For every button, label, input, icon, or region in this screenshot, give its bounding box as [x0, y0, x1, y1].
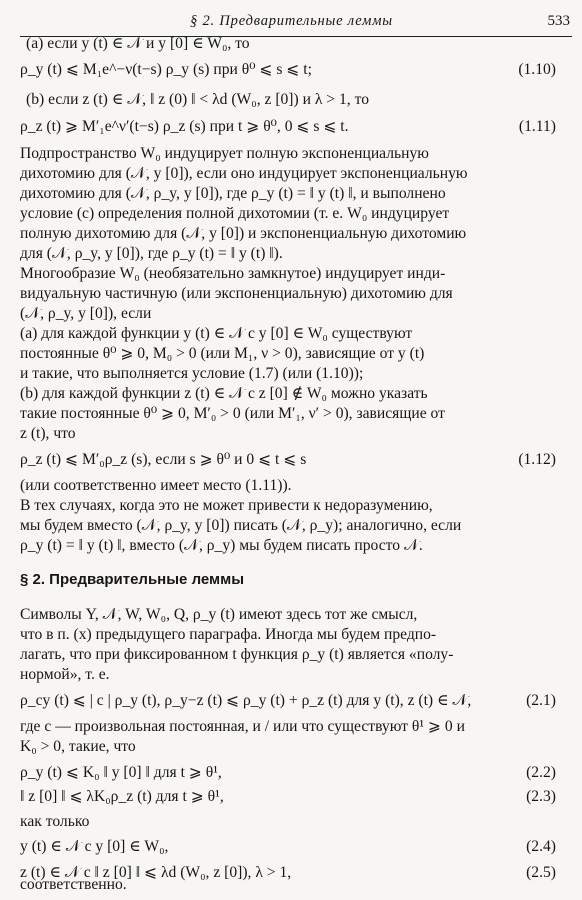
text-line: [26, 92, 574, 108]
line-text: z (t), что: [20, 425, 76, 442]
line-text: как только: [20, 813, 90, 830]
line-text: ρ_cy (t) ⩽ | c | ρ_y (t), ρ_y−z (t) ⩽ ρ_y (t) + ρ_z (t) для y (t), z (t) ∈ 𝒩,: [20, 692, 472, 709]
text-line: [20, 498, 568, 514]
line-text: Подпространство W₀ индуцирует полную экспоненциальную: [20, 145, 429, 162]
line-text: что в п. (x) предыдущего параграфа. Иногда мы будем предпо-: [20, 626, 437, 643]
line-text: (a) если y (t) ∈ 𝒩 и y [0] ∈ W₀, то: [26, 35, 250, 52]
line-text: постоянные θ⁰ ⩾ 0, M₀ > 0 (или M₁, ν > 0), зависящие от y (t): [20, 345, 425, 362]
text-line: [20, 518, 568, 534]
text-line: [20, 206, 568, 222]
text-line: [20, 346, 568, 362]
text-line: [20, 386, 568, 402]
line-text: ρ_z (t) ⩽ M′₀ρ_z (s), если s ⩾ θ⁰ и 0 ⩽ t ⩽ s: [20, 451, 307, 468]
text-line: [20, 814, 568, 830]
text-line: [20, 739, 568, 755]
line-text: ρ_z (t) ⩾ M′₁e^ν′(t−s) ρ_z (s) при t ⩾ θ⁰, 0 ⩽ s ⩽ t.: [20, 118, 349, 135]
text-line: [20, 719, 568, 735]
text-line: [20, 765, 568, 781]
text-line: [20, 286, 568, 302]
equation-number: (2.5): [526, 864, 556, 881]
line-text: § 2. Предварительные леммы: [20, 571, 245, 588]
equation-number: (1.11): [518, 118, 556, 135]
text-line: [20, 186, 568, 202]
text-line: [20, 226, 568, 242]
text-line: [20, 693, 568, 709]
text-line: [20, 452, 568, 468]
line-text: где c — произвольная постоянная, и / или что существуют θ¹ ⩾ 0 и: [20, 718, 465, 735]
line-text: y (t) ∈ 𝒩 с y [0] ∈ W₀,: [20, 838, 169, 855]
line-text: z (t) ∈ 𝒩 с ‖ z [0] ‖ ⩽ λd (W₀, z [0]), λ > 1,: [20, 864, 292, 881]
text-line: [20, 326, 568, 342]
text-line: [20, 62, 568, 78]
text-line: [20, 877, 568, 893]
line-text: для (𝒩, ρ_y, y [0]), где ρ_y (t) = ‖ y (t) ‖).: [20, 245, 283, 262]
section-heading: [20, 572, 568, 587]
equation-number: (1.10): [518, 61, 556, 78]
line-text: Многообразие W₀ (необязательно замкнутое) индуцирует инди-: [20, 265, 446, 282]
line-text: (b) для каждой функции z (t) ∈ 𝒩 с z [0] ∉ W₀ можно указать: [20, 385, 428, 402]
text-line: [20, 306, 568, 322]
equation-number: (2.3): [526, 788, 556, 805]
line-text: ρ_y (t) = ‖ y (t) ‖, вместо (𝒩, ρ_y) мы будем писать просто 𝒩.: [20, 537, 423, 554]
page-number: 533: [547, 13, 570, 29]
equation-number: (2.1): [526, 692, 556, 709]
line-text: такие постоянные θ⁰ ⩾ 0, M′₀ > 0 (или M′₁, ν′ > 0), зависящие от: [20, 405, 445, 422]
line-text: (или соответственно имеет место (1.11)).: [20, 477, 292, 494]
equation-number: (2.4): [526, 838, 556, 855]
text-line: [20, 667, 568, 683]
text-line: [20, 266, 568, 282]
text-line: [20, 478, 568, 494]
line-text: дихотомию для (𝒩, y [0]), если оно индуцирует экспоненциальную: [20, 165, 468, 182]
text-line: [20, 789, 568, 805]
text-line: [20, 607, 568, 623]
text-line: [20, 839, 568, 855]
line-text: лагать, что при фиксированном t функция ρ_y (t) является «полу-: [20, 646, 454, 663]
text-line: [20, 119, 568, 135]
text-line: [20, 406, 568, 422]
line-text: полную дихотомию для (𝒩, y [0]) и экспоненциальную дихотомию: [20, 225, 467, 242]
line-text: нормой», т. е.: [20, 666, 110, 683]
line-text: (b) если z (t) ∈ 𝒩, ‖ z (0) ‖ < λd (W₀, z [0]) и λ > 1, то: [26, 91, 369, 108]
equation-number: (1.12): [518, 451, 556, 468]
text-line: [20, 166, 568, 182]
text-line: [20, 538, 568, 554]
text-line: [20, 647, 568, 663]
line-text: Символы Y, 𝒩, W, W₀, Q, ρ_y (t) имеют здесь тот же смысл,: [20, 606, 418, 623]
line-text: ρ_y (t) ⩽ M₁e^−ν(t−s) ρ_y (s) при θ⁰ ⩽ s ⩽ t;: [20, 61, 312, 78]
text-line: [20, 146, 568, 162]
line-text: ‖ z [0] ‖ ⩽ λK₀ρ_z (t) для t ⩾ θ¹,: [20, 788, 224, 805]
text-line: [20, 426, 568, 442]
text-line: [20, 366, 568, 382]
line-text: видуальную частичную (или экспоненциальную) дихотомию для: [20, 285, 453, 302]
equation-number: (2.2): [526, 764, 556, 781]
line-text: (𝒩, ρ_y, y [0]), если: [20, 305, 152, 322]
line-text: В тех случаях, когда это не может привести к недоразумению,: [20, 497, 433, 514]
line-text: и такие, что выполняется условие (1.7) (или (1.10));: [20, 365, 364, 382]
text-line: [20, 627, 568, 643]
line-text: ρ_y (t) ⩽ K₀ ‖ y [0] ‖ для t ⩾ θ¹,: [20, 764, 222, 781]
line-text: K₀ > 0, такие, что: [20, 738, 136, 755]
line-text: соответственно.: [20, 876, 127, 893]
line-text: дихотомию для (𝒩, ρ_y, y [0]), где ρ_y (t) = ‖ y (t) ‖, и выполнено: [20, 185, 446, 202]
running-title: § 2. Предварительные леммы: [190, 13, 393, 29]
text-line: [26, 36, 574, 52]
line-text: (a) для каждой функции y (t) ∈ 𝒩 с y [0] ∈ W₀ существуют: [20, 325, 413, 342]
line-text: условие (c) определения полной дихотомии (т. е. W₀ индуцирует: [20, 205, 450, 222]
running-header: [20, 10, 572, 37]
text-line: [20, 246, 568, 262]
line-text: мы будем вместо (𝒩, ρ_y, y [0]) писать (𝒩, ρ_y); аналогично, если: [20, 517, 462, 534]
